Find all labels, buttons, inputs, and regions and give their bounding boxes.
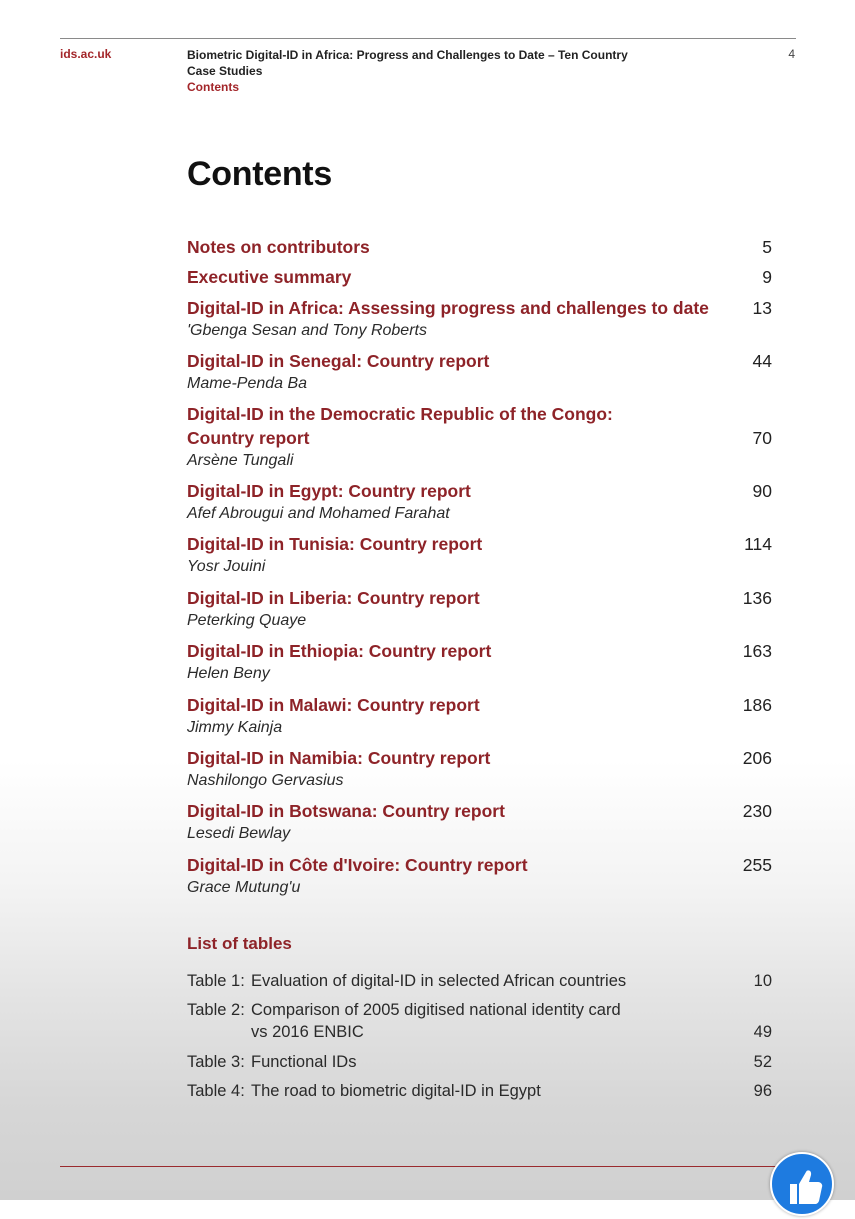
table-entry-title: Evaluation of digital-ID in selected African countries	[251, 972, 627, 990]
toc-entry-executive-summary[interactable]	[187, 265, 772, 289]
toc-entry-namibia[interactable]	[187, 746, 772, 791]
toc-entry-page: 136	[742, 588, 772, 608]
table-entry-page: 52	[753, 1053, 772, 1071]
page-title: Contents	[187, 155, 332, 193]
toc-entry-title: Digital-ID in Côte d'Ivoire: Country report	[187, 855, 528, 875]
toc-entry-title: Digital-ID in the Democratic Republic of the Congo:	[187, 404, 613, 424]
toc-entry-title: Digital-ID in Liberia: Country report	[187, 588, 480, 608]
table-entry-label: Table 1:	[187, 972, 245, 990]
toc-entry-title: Digital-ID in Ethiopia: Country report	[187, 641, 492, 661]
toc-entry-author: 'Gbenga Sesan and Tony Roberts	[187, 322, 427, 339]
toc-entry-page: 206	[742, 748, 772, 768]
toc-entry-contributors[interactable]	[187, 235, 772, 259]
toc-entry-title-line2: Country report	[187, 428, 310, 448]
toc-entry-title: Digital-ID in Egypt: Country report	[187, 481, 471, 501]
table-entry-page: 96	[753, 1082, 772, 1100]
running-header	[187, 47, 707, 95]
toc-entry-title: Digital-ID in Africa: Assessing progress and challenges to date	[187, 298, 709, 318]
toc-entry-author: Peterking Quaye	[187, 612, 307, 629]
toc-entry-page: 9	[762, 267, 772, 287]
toc-entry-author: Helen Beny	[187, 665, 270, 682]
toc-entry-author: Nashilongo Gervasius	[187, 772, 344, 789]
toc-entry-page: 114	[744, 534, 772, 554]
toc-entry-page: 90	[752, 481, 772, 501]
toc-entry-page: 230	[742, 801, 772, 821]
toc-entry-egypt[interactable]	[187, 479, 772, 524]
running-section: Contents	[187, 80, 239, 94]
running-title-line1: Biometric Digital-ID in Africa: Progress and Challenges to Date – Ten Country	[187, 48, 628, 62]
header-rule	[60, 38, 796, 39]
toc-entry-author: Arsène Tungali	[187, 452, 294, 469]
toc-entry-liberia[interactable]	[187, 586, 772, 631]
toc-entry-senegal[interactable]	[187, 349, 772, 394]
site-link[interactable]: ids.ac.uk	[60, 47, 112, 61]
table-entry-3[interactable]	[187, 1051, 772, 1073]
toc-entry-title: Executive summary	[187, 267, 352, 287]
running-title-line2: Case Studies	[187, 64, 263, 78]
toc-entry-author: Jimmy Kainja	[187, 719, 283, 736]
toc-entry-author: Grace Mutung'u	[187, 879, 301, 896]
thumbs-up-icon	[772, 1154, 832, 1214]
table-entry-title: Comparison of 2005 digitised national identity card	[251, 1001, 621, 1019]
table-entry-4[interactable]	[187, 1080, 772, 1102]
table-entry-title: The road to biometric digital-ID in Egypt	[251, 1082, 541, 1100]
page-number: 4	[788, 47, 795, 61]
toc-entry-title: Digital-ID in Tunisia: Country report	[187, 534, 483, 554]
toc-entry-malawi[interactable]	[187, 693, 772, 738]
toc-entry-title: Notes on contributors	[187, 237, 370, 257]
toc-entry-title: Digital-ID in Botswana: Country report	[187, 801, 505, 821]
toc-entry-page: 163	[742, 641, 772, 661]
table-entry-title-line2: vs 2016 ENBIC	[251, 1023, 364, 1041]
toc-entry-author: Afef Abrougui and Mohamed Farahat	[187, 505, 450, 522]
table-entry-page: 10	[753, 972, 772, 990]
table-entry-label: Table 2:	[187, 1001, 245, 1019]
toc-entry-page: 44	[752, 351, 772, 371]
toc-entry-botswana[interactable]	[187, 799, 772, 844]
toc-entry-ethiopia[interactable]	[187, 639, 772, 684]
toc-entry-drc[interactable]	[187, 402, 772, 471]
table-entry-page: 49	[753, 1023, 772, 1041]
table-entry-label: Table 3:	[187, 1053, 245, 1071]
toc-entry-author: Lesedi Bewlay	[187, 825, 291, 842]
toc-entry-page: 255	[742, 855, 772, 875]
toc-entry-cote-divoire[interactable]	[187, 853, 772, 898]
toc-entry-title: Digital-ID in Malawi: Country report	[187, 695, 480, 715]
toc-entry-page: 70	[752, 428, 772, 448]
table-entry-title: Functional IDs	[251, 1053, 357, 1071]
footer-rule	[60, 1166, 796, 1167]
toc-entry-page: 5	[762, 237, 772, 257]
table-entry-2[interactable]	[187, 999, 772, 1043]
list-of-tables-heading: List of tables	[187, 934, 292, 953]
toc-entry-title: Digital-ID in Senegal: Country report	[187, 351, 490, 371]
like-button[interactable]	[770, 1152, 834, 1216]
toc-entry-author: Mame-Penda Ba	[187, 375, 308, 392]
toc-entry-tunisia[interactable]	[187, 532, 772, 577]
toc-entry-author: Yosr Jouini	[187, 558, 266, 575]
table-entry-1[interactable]	[187, 970, 772, 992]
toc-entry-africa[interactable]	[187, 296, 772, 341]
table-entry-label: Table 4:	[187, 1082, 245, 1100]
toc-entry-page: 186	[742, 695, 772, 715]
toc-entry-title: Digital-ID in Namibia: Country report	[187, 748, 491, 768]
toc-entry-page: 13	[752, 298, 772, 318]
